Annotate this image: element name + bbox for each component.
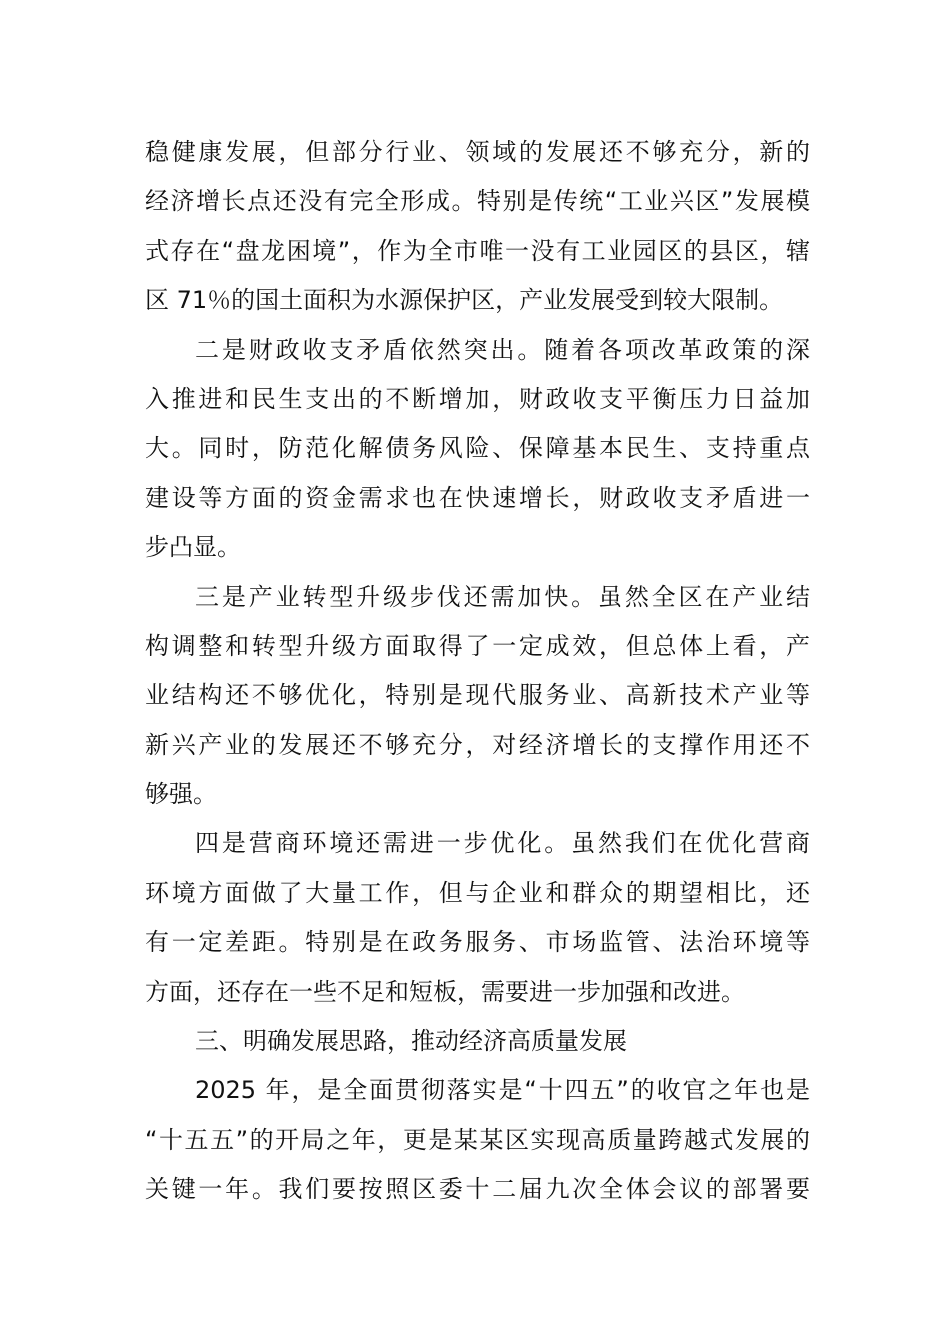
text-line: 环境方面做了大量工作，但与企业和群众的期望相比，还	[145, 878, 810, 907]
text-line: 经济增长点还没有完全形成。特别是传统“工业兴区”发展模	[145, 187, 810, 216]
text-line: 二是财政收支矛盾依然突出。随着各项改革政策的深	[195, 335, 810, 364]
text-line: 业结构还不够优化，特别是现代服务业、高新技术产业等	[145, 681, 810, 710]
text-line: “十五五”的开局之年，更是某某区实现高质量跨越式发展的	[145, 1125, 810, 1154]
text-line: 区 71％的国土面积为水源保护区，产业发展受到较大限制。	[145, 286, 784, 315]
text-line: 三是产业转型升级步伐还需加快。虽然全区在产业结	[195, 582, 810, 611]
text-line: 关键一年。我们要按照区委十二届九次全体会议的部署要	[145, 1175, 810, 1204]
text-line: 三、明确发展思路，推动经济高质量发展	[195, 1027, 627, 1056]
text-line: 四是营商环境还需进一步优化。虽然我们在优化营商	[195, 829, 810, 858]
body-text	[145, 128, 810, 1215]
text-line: 大。同时，防范化解债务风险、保障基本民生、支持重点	[145, 434, 810, 463]
text-line: 式存在“盘龙困境”，作为全市唯一没有工业园区的县区，辖	[145, 236, 810, 265]
text-line: 有一定差距。特别是在政务服务、市场监管、法治环境等	[145, 928, 810, 957]
text-line: 构调整和转型升级方面取得了一定成效，但总体上看，产	[145, 631, 810, 660]
text-line: 2025 年，是全面贯彻落实是“十四五”的收官之年也是	[195, 1076, 810, 1105]
text-line: 步凸显。	[145, 533, 241, 562]
text-line: 建设等方面的资金需求也在快速增长，财政收支矛盾进一	[145, 483, 810, 512]
text-line: 新兴产业的发展还不够充分，对经济增长的支撑作用还不	[145, 730, 810, 759]
text-line: 稳健康发展，但部分行业、领域的发展还不够充分，新的	[145, 138, 810, 166]
text-line: 入推进和民生支出的不断增加，财政收支平衡压力日益加	[145, 384, 810, 413]
text-line: 方面，还存在一些不足和短板，需要进一步加强和改进。	[145, 977, 745, 1006]
text-line: 够强。	[145, 780, 217, 809]
